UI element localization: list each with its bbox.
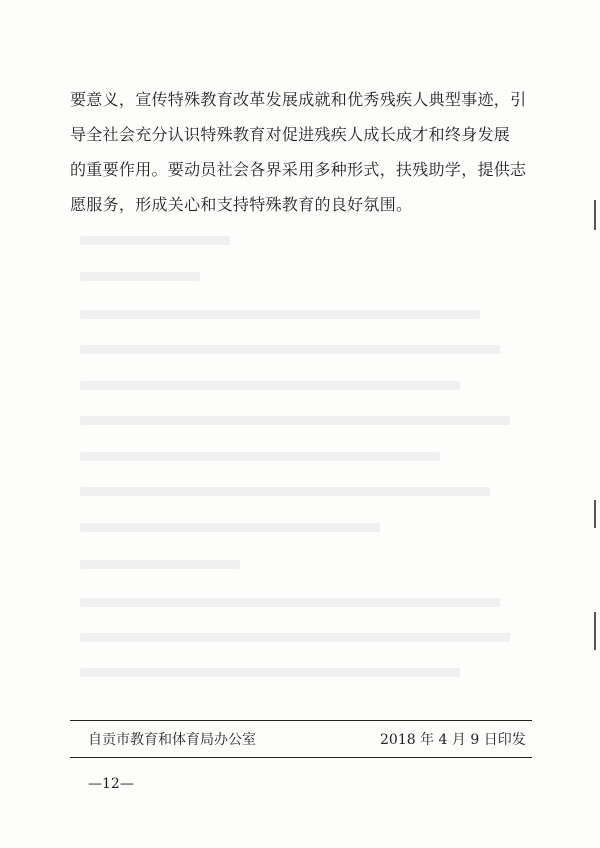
bleed-through-mark — [80, 381, 460, 390]
paragraph-line: 要意义，宣传特殊教育改革发展成就和优秀残疾人典型事迹，引 — [70, 90, 527, 109]
bleed-through-mark — [80, 598, 500, 607]
bleed-through-mark — [80, 452, 440, 461]
footer-top-rule — [70, 720, 532, 721]
paragraph-line: 导全社会充分认识特殊教育对促进残疾人成长成才和终身发展 — [70, 125, 511, 144]
paragraph-line: 愿服务，形成关心和支持特殊教育的良好氛围。 — [70, 195, 413, 214]
bleed-through-mark — [80, 236, 230, 245]
bleed-through-mark — [80, 416, 510, 425]
issue-date: 2018 年 4 月 9 日印发 — [380, 732, 526, 748]
bleed-through-mark — [80, 487, 490, 496]
issuing-office: 自贡市教育和体育局办公室 — [88, 732, 256, 748]
page-number: —12— — [88, 776, 134, 792]
scan-edge-mark — [594, 612, 596, 650]
bleed-through-mark — [80, 272, 200, 281]
scan-edge-mark — [594, 200, 596, 230]
scan-edge-mark — [594, 500, 596, 528]
bleed-through-mark — [80, 633, 510, 642]
bleed-through-mark — [80, 310, 480, 319]
footer-bottom-rule — [70, 757, 532, 758]
bleed-through-mark — [80, 668, 460, 677]
body-paragraph — [70, 82, 530, 222]
paragraph-line: 的重要作用。要动员社会各界采用多种形式，扶残助学，提供志 — [70, 160, 527, 179]
bleed-through-mark — [80, 523, 380, 532]
bleed-through-mark — [80, 345, 500, 354]
bleed-through-mark — [80, 560, 240, 569]
